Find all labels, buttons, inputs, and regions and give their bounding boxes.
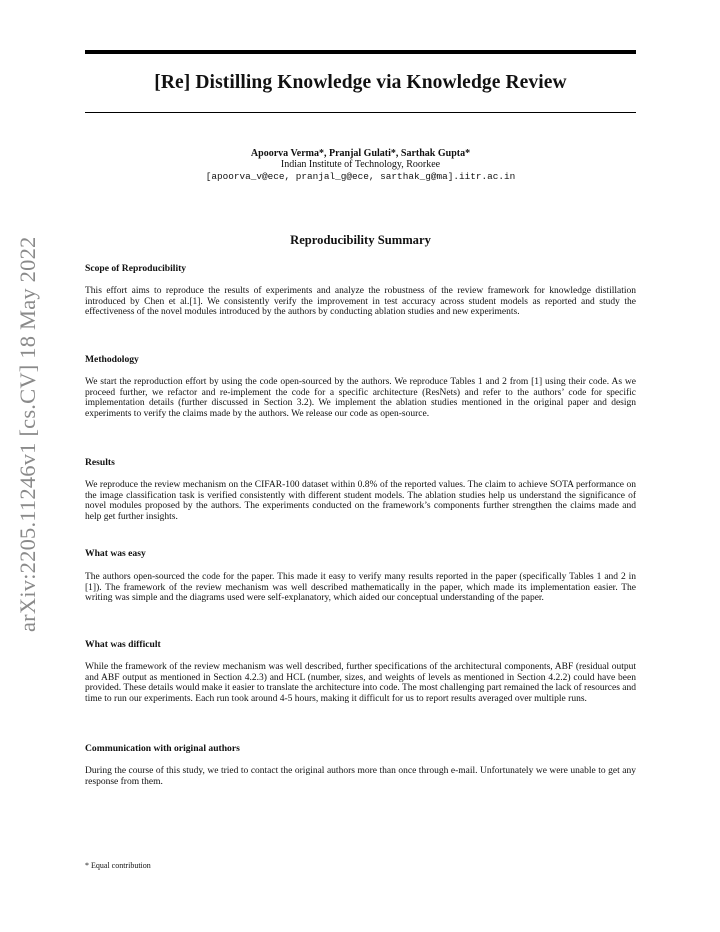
section-heading-easy: What was easy <box>85 548 146 559</box>
title-bottom-rule <box>85 112 636 113</box>
section-heading-scope: Scope of Reproducibility <box>85 263 187 274</box>
summary-heading: Reproducibility Summary <box>290 233 431 247</box>
paper-title: [Re] Distilling Knowledge via Knowledge Review <box>154 72 567 93</box>
section-body-methodology: We start the reproduction effort by using the code open-sourced by the authors. We reproduce Tables 1 and 2 from [1] using their code. As we proceed further, we refactor and re-implement the code for a specific architecture (ResNets) and refer to the authors’ code for specific implementation details (further discussed in Section 3.2). We implement the ablation studies mentioned in the original paper and design experiments to verify the claims made by the authors. We release our code as open-source. <box>85 377 636 419</box>
section-heading-communication: Communication with original authors <box>85 743 240 754</box>
section-heading-results: Results <box>85 457 115 468</box>
title-top-rule <box>85 50 636 54</box>
section-body-communication: During the course of this study, we tried to contact the original authors more than once through e-mail. Unfortunately we were unable to get any response from them. <box>85 766 636 787</box>
affiliation: Indian Institute of Technology, Roorkee <box>280 159 441 170</box>
section-heading-methodology: Methodology <box>85 354 139 365</box>
section-body-results: We reproduce the review mechanism on the CIFAR-100 dataset within 0.8% of the reported values. The claim to achieve SOTA performance on the image classification task is verified consistently with different student models. The ablation studies help us understand the significance of novel modules proposed by the authors. The experiments conducted on the framework’s components further strengthen the claims made and help get further insights. <box>85 480 636 522</box>
arxiv-stamp: arXiv:2205.11246v1 [cs.CV] 18 May 2022 <box>15 236 40 632</box>
author-list: Apoorva Verma*, Pranjal Gulati*, Sarthak Gupta* <box>250 148 471 159</box>
section-body-easy: The authors open-sourced the code for the paper. This made it easy to verify many results reported in the paper (specifically Tables 1 and 2 in [1]). The framework of the review mechanism was well described mathematically in the paper, which made its implementation easier. The writing was simple and the diagrams used were self-explanatory, which aided our conceptual understanding of the paper. <box>85 572 636 603</box>
author-emails: [apoorva_v@ece, pranjal_g@ece, sarthak_g@ma].iitr.ac.in <box>205 171 516 182</box>
section-body-difficult: While the framework of the review mechanism was well described, further specifications of the architectural components, ABF (residual output and ABF output as mentioned in Section 4.2.3) and HCL (number, sizes, and weights of levels as mentioned in Section 4.2.2) could have been provided. These details would make it easier to translate the architecture into code. The most challenging part remained the lack of resources and time to run our experiments. Each run took around 4-5 hours, making it difficult for us to report results averaged over multiple runs. <box>85 662 636 704</box>
section-heading-difficult: What was difficult <box>85 639 161 650</box>
section-body-scope: This effort aims to reproduce the results of experiments and analyze the robustness of the review framework for knowledge distillation introduced by Chen et al.[1]. We consistently verify the improvement in test accuracy across student models as reported and study the effectiveness of the novel modules introduced by the authors by conducting ablation studies and new experiments. <box>85 286 636 317</box>
footnote: * Equal contribution <box>85 861 151 870</box>
